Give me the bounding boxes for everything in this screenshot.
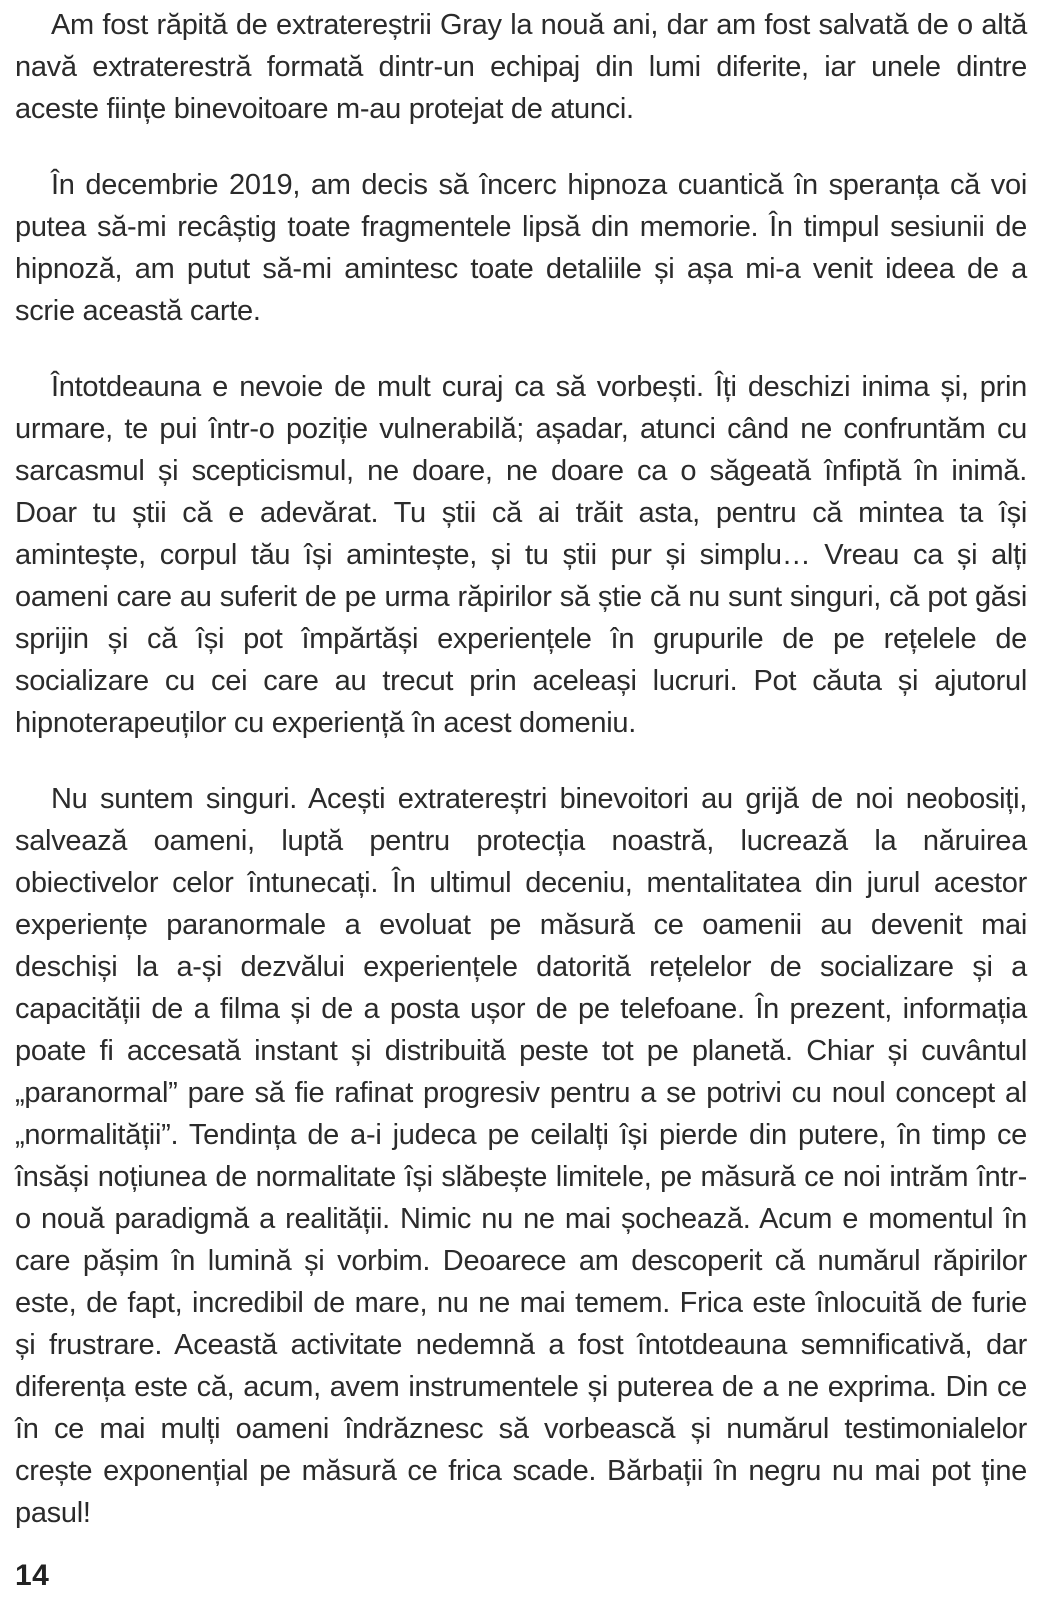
paragraph-2: În decembrie 2019, am decis să încerc hipnoza cuantică în speranța că voi putea să-mi recâștig toate fragmentele lipsă din memorie. În timpul sesiunii de hipnoză, am putut să-mi amintesc toate detaliile și așa mi-a venit ideea de a scrie această carte. bbox=[15, 169, 1027, 327]
paragraph-4: Nu suntem singuri. Acești extratereștri binevoitori au grijă de noi neobosiți, salvează oameni, luptă pentru protecția noastră, lucrează la năruirea obiectivelor celor întunecați. În ultimul deceniu, mentalitatea din jurul acestor experiențe paranormale a evoluat pe măsură ce oamenii au devenit mai deschiși la a-și dezvălui experiențele datorită rețelelor de socializare și a capacității de a filma și de a posta ușor de pe telefoane. În prezent, informația poate fi accesată instant și distribuită peste tot pe planetă. Chiar și cuvântul „paranormal” pare să fie rafinat progresiv pentru a se potrivi cu noul concept al „normalității”. Tendința de a-i judeca pe ceilalți își pierde din putere, în timp ce însăși noțiunea de normalitate își slăbește limitele, pe măsură ce noi intrăm într-o nouă paradigmă a realității. Nimic nu ne mai șochează. Acum e momentul în care pășim în lumină și vorbim. Deoarece am descoperit că numărul răpirilor este, de fapt, incredibil de mare, nu ne mai temem. Frica este înlocuită de furie și frustrare. Această activitate nedemnă a fost întotdeauna semnificativă, dar diferența este că, acum, avem instrumentele și puterea de a ne exprima. Din ce în ce mai mulți oameni îndrăznesc să vorbească și numărul testimonialelor crește exponențial pe măsură ce frica scade. Bărbații în negru nu mai pot ține pasul! bbox=[15, 783, 1027, 1529]
body-text bbox=[15, 4, 1027, 1534]
paragraph-1: Am fost răpită de extratereștrii Gray la nouă ani, dar am fost salvată de o altă navă extraterestră formată dintr-un echipaj din lumi diferite, iar unele dintre aceste ființe binevoitoare m-au protejat de atunci. bbox=[15, 9, 1027, 125]
page-number: 14 bbox=[15, 1559, 50, 1592]
paragraph-3: Întotdeauna e nevoie de mult curaj ca să vorbești. Îți deschizi inima și, prin urmare, te pui într-o poziție vulnerabilă; așadar, atunci când ne confruntăm cu sarcasmul și scepticismul, ne doare, ne doare ca o săgeată înfiptă în inimă. Doar tu știi că e adevărat. Tu știi că ai trăit asta, pentru că mintea ta își amintește, corpul tău își amintește, și tu știi pur și simplu… Vreau ca și alți oameni care au suferit de pe urma răpirilor să știe că nu sunt singuri, că pot găsi sprijin și că își pot împărtăși experiențele în grupurile de pe rețelele de socializare cu cei care au trecut prin aceleași lucruri. Pot căuta și ajutorul hipnoterapeuților cu experiență în acest domeniu. bbox=[15, 371, 1027, 739]
